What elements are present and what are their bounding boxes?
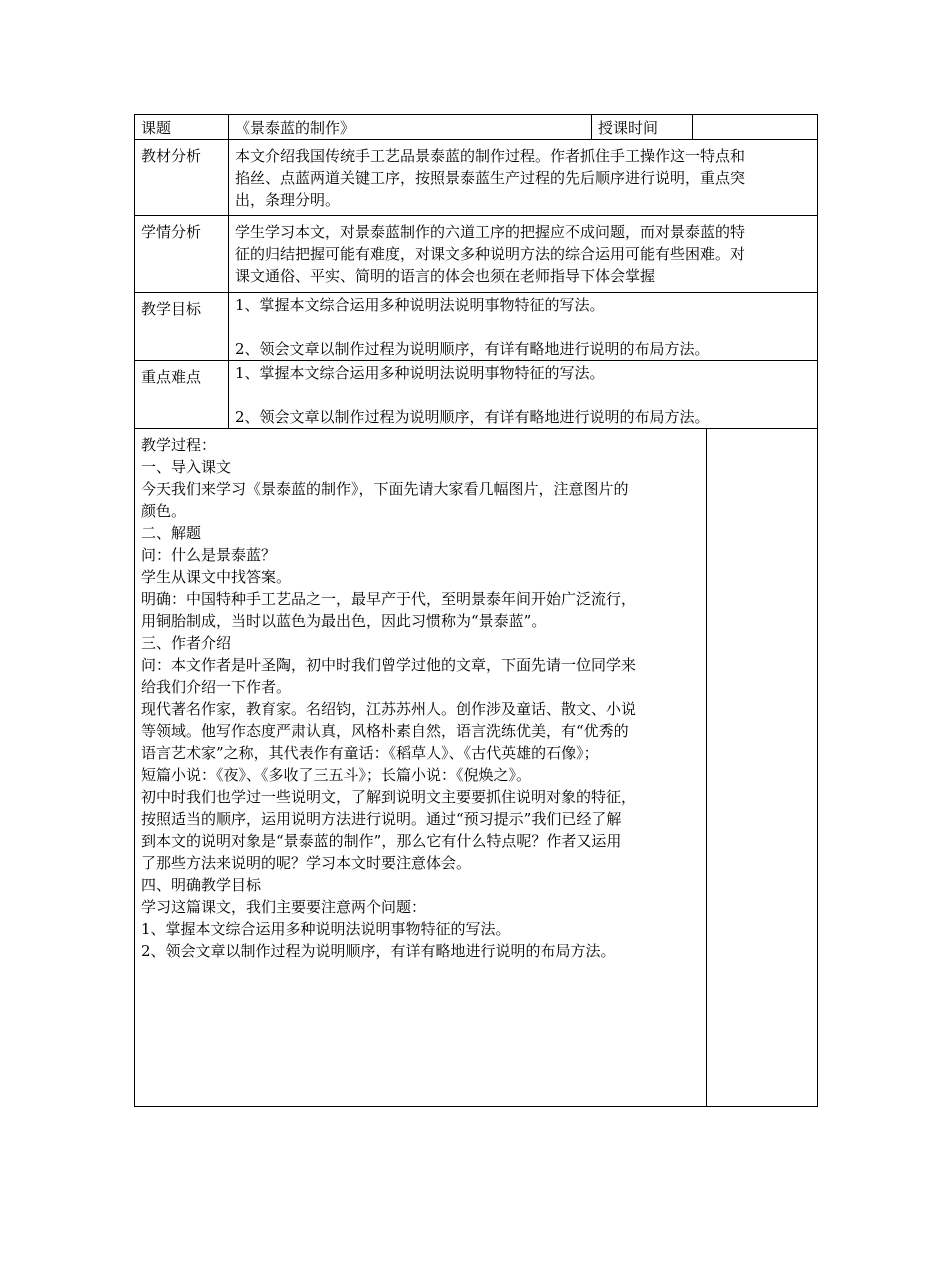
text-line: 短篇小说：《夜》、《多收了三五斗》；长篇小说：《倪焕之》。 — [141, 766, 532, 784]
notes-column — [707, 429, 818, 1107]
row-content — [229, 140, 818, 216]
text-line: 给我们介绍一下作者。 — [141, 678, 292, 696]
text-line: 问：什么是景泰蓝？ — [141, 546, 277, 564]
row-content — [229, 361, 818, 429]
text-line: 现代著名作家，教育家。名绍钧，江苏苏州人。创作涉及童话、散文、小说 — [141, 700, 637, 718]
row-content — [229, 216, 818, 293]
blank-line — [235, 384, 811, 406]
text-line: 按照适当的顺序，运用说明方法进行说明。通过“预习提示”我们已经了解 — [141, 810, 622, 828]
text-line: 了那些方法来说明的呢？学习本文时要注意体会。 — [141, 854, 472, 872]
header-row — [135, 115, 818, 140]
time-value — [693, 115, 818, 140]
text-line: 本文介绍我国传统手工艺品景泰蓝的制作过程。作者抓住手工操作这一特点和 — [235, 147, 746, 165]
text-line: 初中时我们也学过一些说明文，了解到说明文主要要抓住说明对象的特征， — [141, 788, 637, 806]
row-label: 重点难点 — [135, 361, 229, 429]
text-line: 1、掌握本文综合运用多种说明法说明事物特征的写法。 — [141, 920, 511, 938]
topic-value: 《景泰蓝的制作》 — [229, 115, 592, 140]
lesson-plan-table — [134, 114, 818, 1107]
section-heading: 三、作者介绍 — [141, 634, 232, 652]
row-key-difficulties — [135, 361, 818, 429]
text-line: 语言艺术家”之称，其代表作有童话：《稻草人》、《古代英雄的石像》； — [141, 744, 599, 762]
text-line: 到本文的说明对象是“景泰蓝的制作”，那么它有什么特点呢？作者又运用 — [141, 832, 622, 850]
text-line: 等领域。他写作态度严肃认真，风格朴素自然，语言洗练优美，有“优秀的 — [141, 722, 629, 740]
section-heading: 二、解题 — [141, 524, 202, 542]
text-line: 学生从课文中找答案。 — [141, 568, 292, 586]
text-line: 1、掌握本文综合运用多种说明法说明事物特征的写法。 — [235, 364, 605, 382]
text-line: 问：本文作者是叶圣陶，初中时我们曾学过他的文章，下面先请一位同学来 — [141, 656, 637, 674]
text-line: 出，条理分明。 — [235, 191, 341, 209]
text-line: 2、领会文章以制作过程为说明顺序，有详有略地进行说明的布局方法。 — [235, 408, 710, 426]
lesson-plan — [134, 114, 817, 1107]
text-line: 今天我们来学习《景泰蓝的制作》，下面先请大家看几幅图片，注意图片的 — [141, 480, 629, 498]
text-line: 学习这篇课文，我们主要要注意两个问题： — [141, 898, 427, 916]
row-label: 教材分析 — [135, 140, 229, 216]
row-label: 教学目标 — [135, 293, 229, 361]
text-line: 学生学习本文，对景泰蓝制作的六道工序的把握应不成问题，而对景泰蓝的特 — [235, 223, 746, 241]
section-heading: 四、明确教学目标 — [141, 876, 262, 894]
text-line: 颜色。 — [141, 502, 187, 520]
time-label: 授课时间 — [592, 115, 693, 140]
row-teaching-goals — [135, 293, 818, 361]
text-line: 征的归结把握可能有难度，对课文多种说明方法的综合运用可能有些困难。对 — [235, 245, 746, 263]
text-line: 掐丝、点蓝两道关键工序，按照景泰蓝生产过程的先后顺序进行说明，重点突 — [235, 169, 746, 187]
row-student-analysis — [135, 216, 818, 293]
row-teaching-process — [135, 429, 818, 1107]
blank-line — [235, 316, 811, 338]
text-line: 教学过程： — [141, 436, 217, 454]
row-label: 学情分析 — [135, 216, 229, 293]
row-material-analysis — [135, 140, 818, 216]
text-line: 明确：中国特种手工艺品之一，最早产于代，至明景泰年间开始广泛流行， — [141, 590, 637, 608]
text-line: 1、掌握本文综合运用多种说明法说明事物特征的写法。 — [235, 296, 605, 314]
text-line: 用铜胎制成，当时以蓝色为最出色，因此习惯称为“景泰蓝”。 — [141, 612, 547, 630]
topic-label: 课题 — [135, 115, 229, 140]
section-heading: 一、导入课文 — [141, 458, 232, 476]
row-content — [229, 293, 818, 361]
text-line: 课文通俗、平实、简明的语言的体会也须在老师指导下体会掌握 — [235, 267, 656, 285]
process-content — [135, 429, 707, 1107]
text-line: 2、领会文章以制作过程为说明顺序，有详有略地进行说明的布局方法。 — [141, 942, 616, 960]
text-line: 2、领会文章以制作过程为说明顺序，有详有略地进行说明的布局方法。 — [235, 340, 710, 358]
